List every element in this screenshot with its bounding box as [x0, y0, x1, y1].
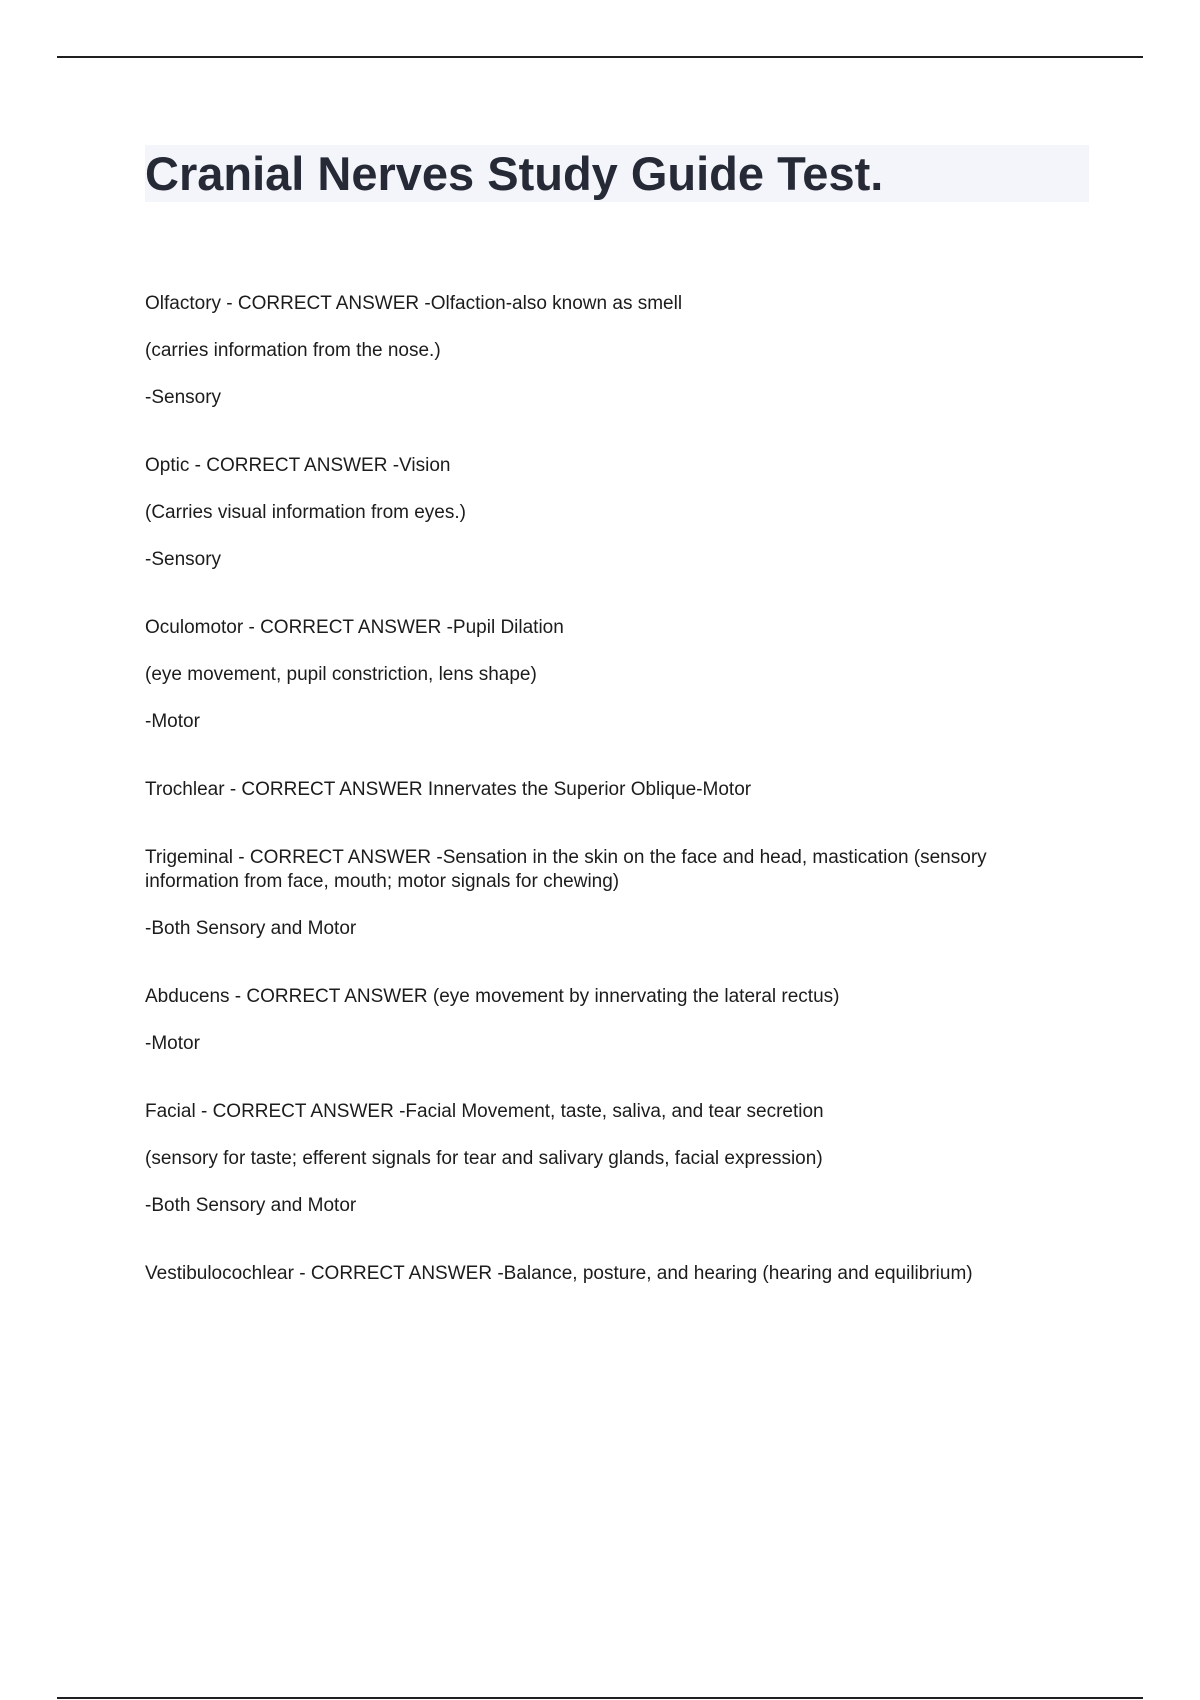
- bottom-rule: [57, 1697, 1143, 1699]
- entry-line: (sensory for taste; efferent signals for tear and salivary glands, facial expression): [145, 1148, 823, 1169]
- entry-line: -Motor: [145, 1033, 200, 1054]
- entry-line: Trigeminal - CORRECT ANSWER -Sensation in the skin on the face and head, mastication (sensory information from face, mouth; motor signals for chewing): [145, 847, 987, 892]
- entry-abducens: [145, 985, 1045, 1056]
- entry-line: Vestibulocochlear - CORRECT ANSWER -Balance, posture, and hearing (hearing and equilibrium): [145, 1263, 973, 1284]
- entry-optic: [145, 454, 1045, 572]
- entry-trigeminal: [145, 846, 1045, 941]
- entry-line: -Both Sensory and Motor: [145, 1195, 357, 1216]
- entry-line: Olfactory - CORRECT ANSWER -Olfaction-also known as smell: [145, 293, 683, 314]
- entry-facial: [145, 1100, 1045, 1218]
- entry-line: Oculomotor - CORRECT ANSWER -Pupil Dilation: [145, 617, 564, 638]
- document-body: [145, 292, 1045, 1330]
- entry-line: -Sensory: [145, 387, 222, 408]
- entry-line: (Carries visual information from eyes.): [145, 502, 466, 523]
- entry-oculomotor: [145, 616, 1045, 734]
- entry-line: Facial - CORRECT ANSWER -Facial Movement, taste, saliva, and tear secretion: [145, 1101, 824, 1122]
- entry-vestibulocochlear: [145, 1262, 1045, 1286]
- entry-line: Trochlear - CORRECT ANSWER Innervates the Superior Oblique-Motor: [145, 779, 752, 800]
- entry-line: -Both Sensory and Motor: [145, 918, 357, 939]
- entry-olfactory: [145, 292, 1045, 410]
- entry-trochlear: [145, 778, 1045, 802]
- entry-line: Abducens - CORRECT ANSWER (eye movement by innervating the lateral rectus): [145, 986, 840, 1007]
- entry-line: Optic - CORRECT ANSWER -Vision: [145, 455, 451, 476]
- entry-line: -Motor: [145, 711, 200, 732]
- entry-line: (eye movement, pupil constriction, lens shape): [145, 664, 537, 685]
- page-title: Cranial Nerves Study Guide Test.: [145, 147, 884, 200]
- top-rule: [57, 56, 1143, 58]
- entry-line: (carries information from the nose.): [145, 340, 441, 361]
- entry-line: -Sensory: [145, 549, 222, 570]
